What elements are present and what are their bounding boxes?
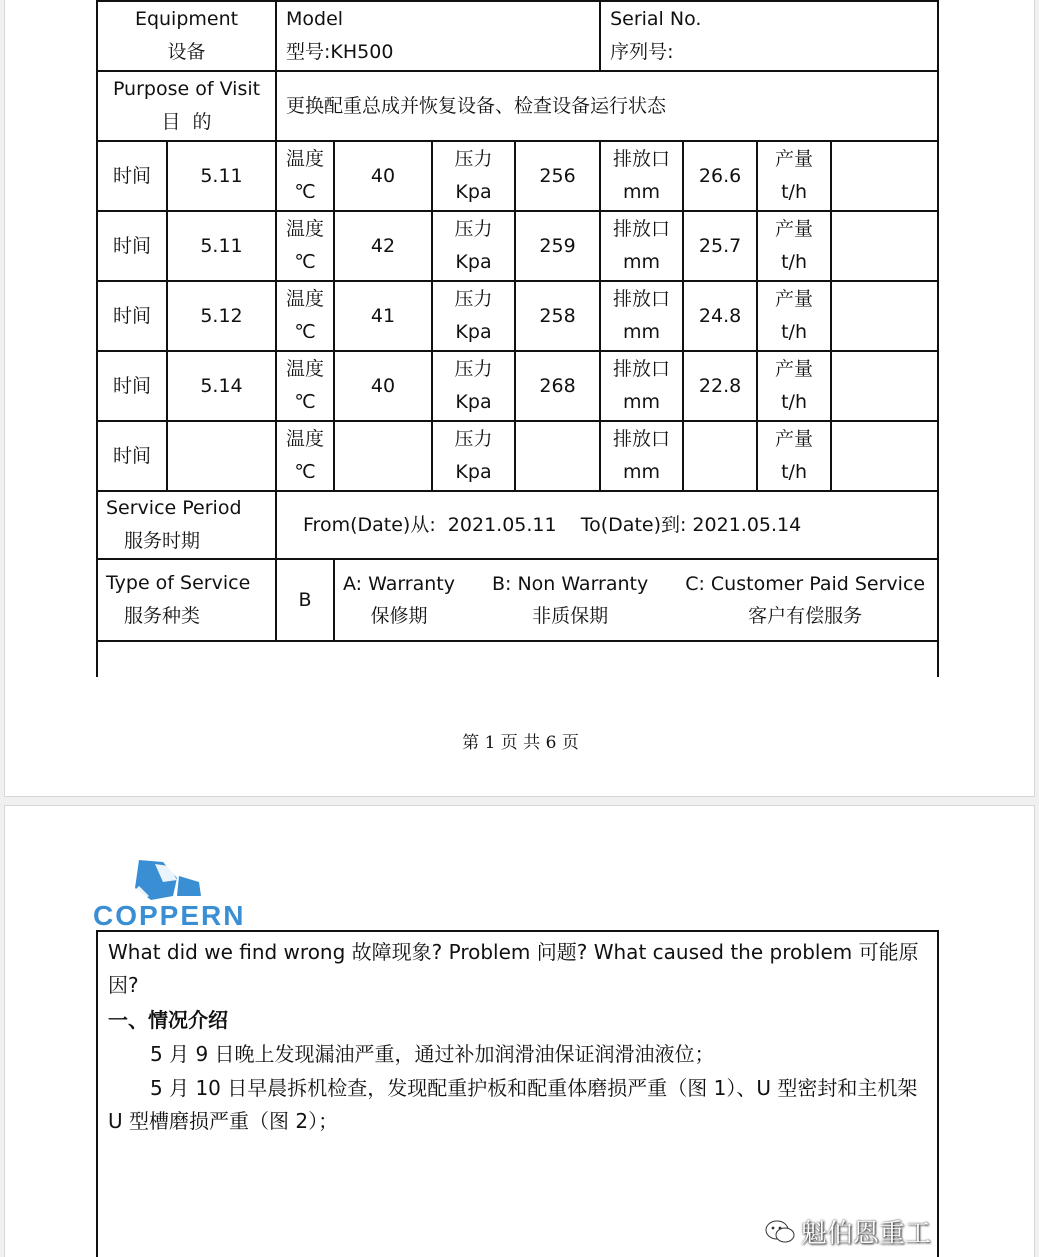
service-period-label-cell [97,491,276,559]
service-option-b-en: B: Non Warranty [491,573,649,595]
temp-label-cell [276,141,334,211]
temp-label: 温度 [286,218,325,240]
equipment-label-en: Equipment [134,8,239,30]
discharge-value: 24.8 [683,281,757,351]
paragraph-1: 5 月 9 日晚上发现漏油严重，通过补加润滑油保证润滑油液位； [150,1042,715,1066]
equipment-label-cn: 设备 [167,41,206,63]
pressure-label: 压力 [454,218,493,240]
output-label-cell [757,281,831,351]
pressure-unit: Kpa [455,461,492,483]
discharge-label-cell [600,281,683,351]
discharge-label: 排放口 [613,428,671,450]
pressure-unit: Kpa [455,321,492,343]
output-label: 产量 [775,358,814,380]
pressure-label: 压力 [454,358,493,380]
service-option-a-cn: 保修期 [370,605,428,627]
discharge-label-cell [600,351,683,421]
temp-value [334,421,432,491]
date-value: 5.14 [167,351,276,421]
output-value [831,211,938,281]
discharge-unit: mm [623,321,661,343]
measurement-row [97,141,938,211]
measurement-row [97,281,938,351]
temp-label-cell [276,351,334,421]
service-report-table [96,0,939,677]
discharge-label: 排放口 [613,148,671,170]
discharge-label-cell [600,211,683,281]
pressure-unit: Kpa [455,391,492,413]
pressure-label: 压力 [454,148,493,170]
output-label-cell [757,421,831,491]
discharge-value: 25.7 [683,211,757,281]
output-unit: t/h [781,251,808,273]
temp-unit: ℃ [294,391,316,413]
logo-text: COPPERN [93,900,246,931]
service-type-options [334,559,938,641]
output-unit: t/h [781,321,808,343]
wechat-icon [765,1219,795,1245]
temp-unit: ℃ [294,181,316,203]
pressure-label-cell [432,351,515,421]
logo-mark-icon [93,856,253,902]
pressure-value: 259 [515,211,600,281]
service-option-c-en: C: Customer Paid Service [685,573,926,595]
service-type-label-cell [97,559,276,641]
service-period-label-cn: 服务时期 [124,530,201,552]
output-label-cell [757,141,831,211]
time-label: 时间 [97,351,167,421]
equipment-label-cell [97,1,276,71]
measurement-row [97,421,938,491]
time-label: 时间 [97,211,167,281]
service-type-selected: B [276,559,334,641]
time-label: 时间 [97,141,167,211]
date-value: 5.11 [167,141,276,211]
discharge-unit: mm [623,181,661,203]
service-type-row [97,559,938,641]
pressure-value: 258 [515,281,600,351]
measurement-row [97,351,938,421]
pressure-value: 256 [515,141,600,211]
serial-cell [600,1,938,71]
output-value [831,141,938,211]
watermark [765,1213,931,1250]
document-page-1 [4,0,1035,797]
temp-label-cell [276,281,334,351]
pressure-label-cell [432,281,515,351]
temp-label-cell [276,421,334,491]
temp-label-cell [276,211,334,281]
coppern-logo [93,856,253,936]
date-value: 5.11 [167,211,276,281]
pressure-unit: Kpa [455,181,492,203]
output-value [831,281,938,351]
output-label: 产量 [775,428,814,450]
output-label-cell [757,351,831,421]
serial-label-cn: 序列号: [610,41,674,63]
discharge-label: 排放口 [613,358,671,380]
discharge-value [683,421,757,491]
equipment-row [97,1,938,71]
problem-section [96,930,939,1257]
model-value: 型号:KH500 [286,41,394,63]
document-page-2 [4,805,1035,1257]
blank-cell [97,641,938,677]
service-period-row [97,491,938,559]
problem-question: What did we find wrong 故障现象? Problem 问题? What caused the problem 可能原因? [108,940,919,997]
discharge-label-cell [600,421,683,491]
temp-value: 42 [334,211,432,281]
discharge-unit: mm [623,391,661,413]
pressure-value: 268 [515,351,600,421]
page-footer: 第 1 页 共 6 页 [462,733,579,753]
temp-unit: ℃ [294,461,316,483]
date-value: 5.12 [167,281,276,351]
watermark-text: 魁伯恩重工 [800,1219,931,1249]
discharge-value: 22.8 [683,351,757,421]
discharge-value: 26.6 [683,141,757,211]
output-value [831,351,938,421]
pressure-label-cell [432,141,515,211]
output-unit: t/h [781,181,808,203]
model-label: Model [286,8,344,30]
temp-unit: ℃ [294,251,316,273]
output-label: 产量 [775,148,814,170]
blank-row [97,641,938,677]
pressure-label-cell [432,421,515,491]
service-option-c [685,568,925,632]
output-label: 产量 [775,288,814,310]
pressure-label: 压力 [454,288,493,310]
service-period-label-en: Service Period [106,497,242,519]
measurement-row [97,211,938,281]
output-unit: t/h [781,461,808,483]
pressure-value [515,421,600,491]
output-label: 产量 [775,218,814,240]
output-value [831,421,938,491]
temp-value: 41 [334,281,432,351]
temp-label: 温度 [286,428,325,450]
pressure-unit: Kpa [455,251,492,273]
service-option-a [343,568,455,632]
serial-label-en: Serial No. [610,8,702,30]
purpose-row [97,71,938,141]
discharge-unit: mm [623,251,661,273]
purpose-label-en: Purpose of Visit [112,78,261,100]
paragraph-2: 5 月 10 日早晨拆机检查，发现配重护板和配重体磨损严重（图 1）、U 型密封和主机架 U 型槽磨损严重（图 2）； [108,1076,918,1133]
output-unit: t/h [781,391,808,413]
purpose-value: 更换配重总成并恢复设备、检查设备运行状态 [276,71,938,141]
discharge-label-cell [600,141,683,211]
service-option-b-cn: 非质保期 [532,605,609,627]
section-title: 一、情况介绍 [108,1008,228,1032]
date-value [167,421,276,491]
temp-label: 温度 [286,358,325,380]
service-period-value: From(Date)从: 2021.05.11 To(Date)到: 2021.05.14 [276,491,938,559]
output-label-cell [757,211,831,281]
service-type-label-cn: 服务种类 [124,605,201,627]
discharge-label: 排放口 [613,288,671,310]
model-cell [276,1,600,71]
temp-label: 温度 [286,148,325,170]
temp-value: 40 [334,351,432,421]
purpose-label-cell [97,71,276,141]
pressure-label-cell [432,211,515,281]
service-option-b [492,568,648,632]
service-option-c-cn: 客户有偿服务 [748,605,863,627]
time-label: 时间 [97,281,167,351]
discharge-label: 排放口 [613,218,671,240]
service-option-a-en: A: Warranty [343,573,456,595]
temp-label: 温度 [286,288,325,310]
purpose-label-cn: 目 的 [161,111,212,133]
temp-value: 40 [334,141,432,211]
pressure-label: 压力 [454,428,493,450]
temp-unit: ℃ [294,321,316,343]
discharge-unit: mm [623,461,661,483]
time-label: 时间 [97,421,167,491]
service-type-label-en: Type of Service [106,572,251,594]
